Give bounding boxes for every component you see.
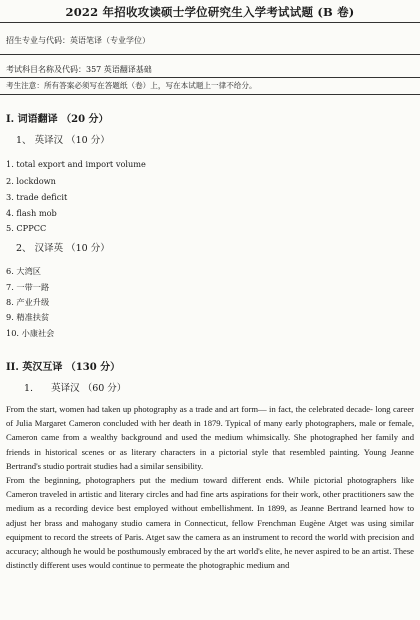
divider bbox=[0, 77, 420, 78]
divider bbox=[0, 22, 420, 23]
list-item: 9. 精准扶贫 bbox=[6, 312, 50, 322]
subject-line: 考试科目名称及代码：357 英语翻译基础 bbox=[6, 65, 152, 74]
list-item: 4. flash mob bbox=[6, 208, 57, 218]
list-item: 6. 大湾区 bbox=[6, 266, 41, 276]
list-item: 1. total export and import volume bbox=[6, 159, 146, 169]
passage-paragraph: From the beginning, photographers put the medium toward different ends. While pictorial photographers like Cameron traveled in artistic and literary circles and had fine arts aspirations for their work, other practitioners saw the medium as a recording device best employed without embellishment. In 1899, as Jeanne Bertrand learned how to adjust her brass and mahogany studio camera in Connecticut, fellow Frenchman Eugène Atget was using similar equipment to record the streets of Paris. Atget saw the camera as an instrument to record the world with precision and accuracy; although he would be posthumously embraced by the art world's elite, he never aspired to be an artist. These distinctly different uses would continue to permeate the photographic medium and bbox=[6, 475, 414, 571]
subsection-heading: 1. 英译汉 （60 分） bbox=[24, 383, 127, 394]
section-heading: II. 英汉互译 （130 分） bbox=[6, 362, 121, 373]
list-item: 3. trade deficit bbox=[6, 192, 68, 202]
exam-title: 2022 年招收攻读硕士学位研究生入学考试试题 (B 卷) bbox=[65, 5, 355, 19]
subsection-heading: 2、 汉译英 （10 分） bbox=[16, 243, 110, 254]
divider bbox=[0, 54, 420, 55]
list-item: 5. CPPCC bbox=[6, 223, 47, 233]
list-item: 2. lockdown bbox=[6, 176, 56, 186]
list-item: 8. 产业升级 bbox=[6, 297, 50, 307]
passage-paragraph: From the start, women had taken up photography as a trade and art form— in fact, the celebrated decade- long career of Julia Margaret Cameron concluded with her death in 1879. Typical of many early photographers, male or female, Cameron came from a wealthy background and used the medium whimsically. She photographed her family and friends in historical scenes or as literary characters in a pictorial style that resembled painting. Young Jeanne Bertrand's studio portrait studies had a similar sensibility. bbox=[6, 404, 414, 471]
list-item: 7. 一带一路 bbox=[6, 282, 50, 292]
major-line: 招生专业与代码：英语笔译（专业学位） bbox=[6, 36, 150, 45]
subsection-heading: 1、 英译汉 （10 分） bbox=[16, 135, 110, 146]
passage bbox=[6, 402, 414, 572]
list-item: 10. 小康社会 bbox=[6, 328, 55, 338]
notice-line: 考生注意：所有答案必须写在答题纸（卷）上，写在本试题上一律不给分。 bbox=[6, 81, 257, 90]
section-heading: I. 词语翻译 （20 分） bbox=[6, 114, 109, 125]
divider bbox=[0, 94, 420, 95]
